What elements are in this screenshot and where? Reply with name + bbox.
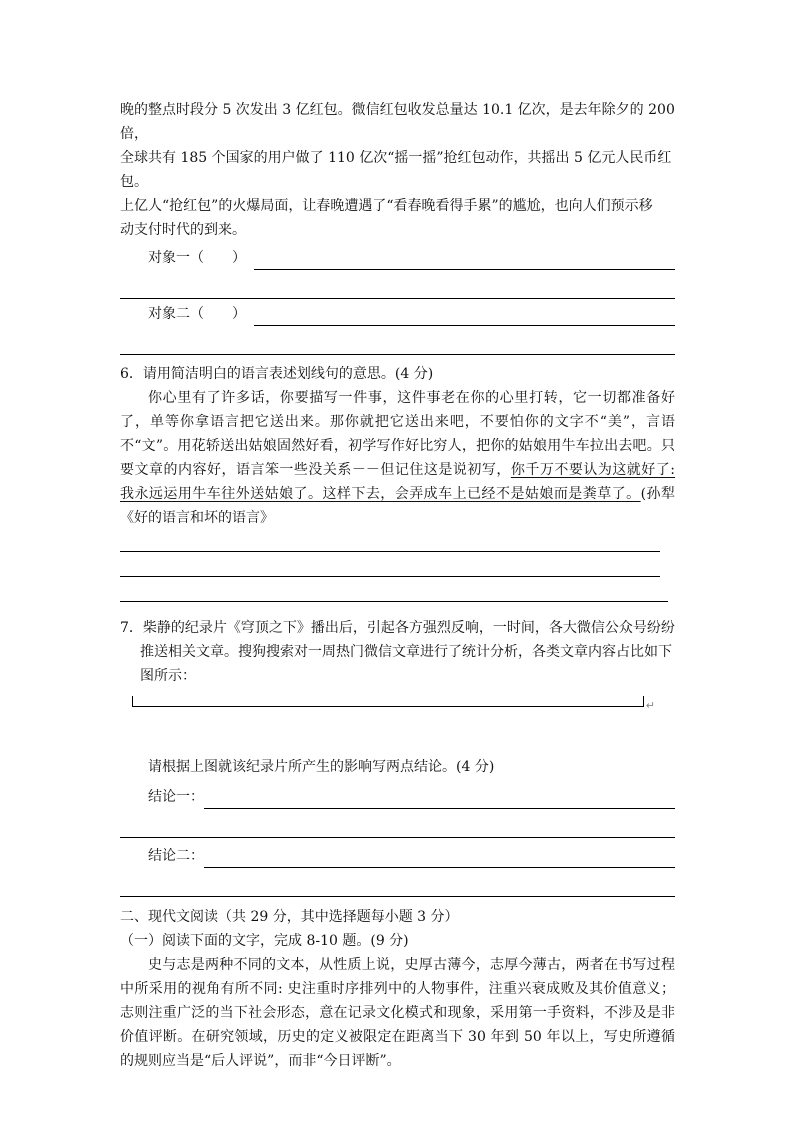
object1-answer-row (148, 244, 675, 270)
conclusion2-answer-line[interactable] (204, 849, 675, 868)
paragraph-return-mark: ↵ (645, 699, 655, 712)
q6-title: 6．请用简洁明白的语言表述划线句的意思。(4 分) (120, 366, 434, 382)
object2-answer-line-2[interactable] (120, 353, 675, 355)
page-content (120, 98, 675, 1073)
intro-paragraph (120, 98, 675, 242)
q7-title: 7．柴静的纪录片《穹顶之下》播出后，引起各方强烈反响，一时间，各大微信公众号纷纷推送相关文章。搜狗搜索对一周热门微信文章进行了统计分析，各类文章内容占比如下图所示： (120, 620, 675, 684)
intro-line: 动支付时代的到来。 (120, 222, 246, 238)
q6-passage (120, 386, 675, 530)
q6-answer-line-3[interactable] (120, 600, 668, 602)
conclusion2-row (148, 842, 675, 868)
conclusion2-answer-line-2[interactable] (120, 895, 675, 897)
section2-passage: 史与志是两种不同的文本，从性质上说，史厚古薄今，志厚今薄古，两者在书写过程中所采用的视角有所不同: 史注重时序排列中的人物事件，注重兴衰成败及其价值意义；志则注重广泛的当下社会形态，意在记录文化模式和现象，采用第一手资料，不涉及是非价值评断。在研究领域，历史的定义被限定在距离当下 30 年到 50 年以上，写史所遵循的规则应当是“后人评说”，而非“今日评断”。 (120, 957, 675, 1069)
conclusion1-answer-line-2[interactable] (120, 836, 675, 838)
intro-line: 晚的整点时段分 5 次发出 3 亿红包。微信红包收发总量达 10.1 亿次，是去年除夕的 200 倍， (120, 102, 675, 142)
q6-underlined-sentence: 你千万不要认为这就好了: 我永远运用牛车往外送姑娘了。这样下去，会弄成车上已经不是姑娘而是粪草了。 (120, 462, 676, 502)
chart-placeholder-frame (132, 696, 655, 712)
object2-answer-row (148, 300, 675, 326)
section2-title: 二、现代文阅读（共 29 分，其中选择题每小题 3 分） (120, 909, 459, 925)
section2-subtitle: （一）阅读下面的文字，完成 8-10 题。(9 分) (120, 933, 409, 949)
conclusion1-answer-line[interactable] (204, 790, 675, 809)
q6-source: (孙犁《好的语言和坏的语言》 (120, 486, 675, 526)
conclusion1-row (148, 783, 675, 809)
conclusion2-label: 结论二： (148, 848, 204, 864)
object1-label: 对象一（ ） (148, 250, 246, 266)
q6-answer-line-1[interactable] (120, 550, 660, 552)
conclusion1-label: 结论一： (148, 789, 204, 805)
object1-answer-line-2[interactable] (120, 297, 675, 299)
q6-passage-text: 你心里有了许多话，你要描写一件事，这件事老在你的心里打转，它一切都准备好了，单等你拿语言把它送出来。那你就把它送出来吧，不要怕你的文字不“美”，言语不“文”。用花轿送出姑娘固然好看，初学写作好比穷人，把你的姑娘用牛车拉出去吧。只要文章的内容好，语言笨一些没关系－－但记住这是说初写， (120, 390, 675, 478)
q7-instruction: 请根据上图就该纪录片所产生的影响写两点结论。(4 分) (148, 759, 495, 775)
intro-line: 上亿人“抢红包”的火爆局面，让春晚遭遇了“看春晚看得手累”的尴尬，也向人们预示移 (120, 198, 653, 214)
intro-line: 全球共有 185 个国家的用户做了 110 亿次“摇一摇”抢红包动作，共摇出 5 亿元人民币红包。 (120, 150, 672, 190)
q6-answer-line-2[interactable] (120, 575, 660, 577)
object2-answer-line[interactable] (254, 307, 675, 326)
object1-answer-line[interactable] (254, 251, 675, 270)
object2-label: 对象二（ ） (148, 306, 246, 322)
